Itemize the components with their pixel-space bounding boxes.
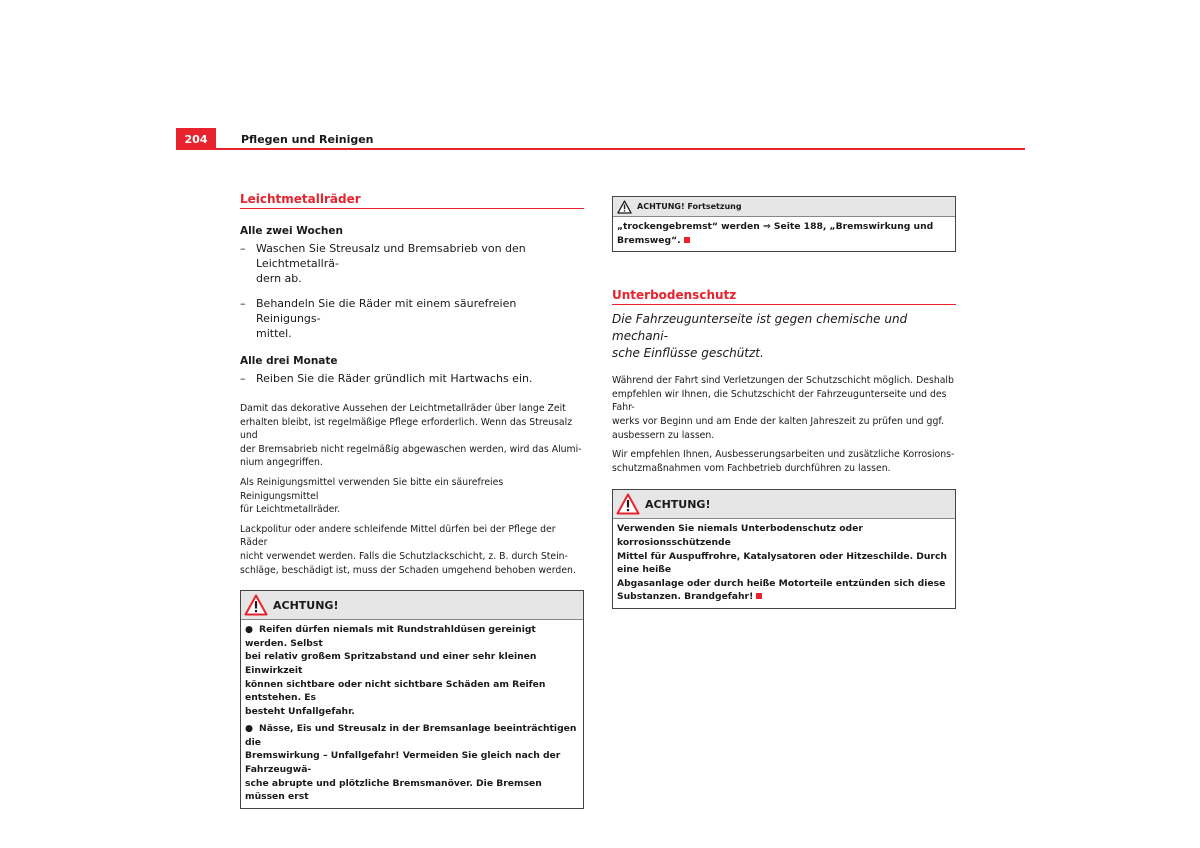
text-line: nium angegriffen. <box>240 457 323 469</box>
item-line: mittel. <box>256 327 292 340</box>
body-paragraph <box>612 448 956 475</box>
item-line: Reiben Sie die Räder gründlich mit Hartwachs ein. <box>256 372 533 385</box>
warning-bullet <box>245 623 579 718</box>
item-line: dern ab. <box>256 272 302 285</box>
text-line: schutzmaßnahmen vom Fachbetrieb durchführen zu lassen. <box>612 462 891 474</box>
page-header-title: Pflegen und Reinigen <box>241 133 374 146</box>
end-square-icon <box>756 593 762 599</box>
text-line: für Leichtmetallräder. <box>240 504 341 516</box>
text-line: werks vor Beginn und am Ende der kalten Jahreszeit zu prüfen und ggf. <box>612 415 944 427</box>
item-line: Behandeln Sie die Räder mit einem säurefreien Reinigungs- <box>256 297 517 325</box>
text-line: Als Reinigungsmittel verwenden Sie bitte ein säurefreies Reinigungsmittel <box>240 476 504 502</box>
body-paragraph <box>240 402 584 470</box>
text-line: Bremswirkung – Unfallgefahr! Vermeiden Sie gleich nach der Fahrzeugwä- <box>245 750 561 776</box>
text-line: können sichtbare oder nicht sichtbare Schäden am Reifen entstehen. Es <box>245 678 546 704</box>
dash-marker: – <box>240 242 246 255</box>
warning-body <box>241 620 583 808</box>
text-line: nicht verwendet werden. Falls die Schutzlackschicht, z. B. durch Stein- <box>240 550 568 562</box>
section-title-leichtmetallraeder: Leichtmetallräder <box>240 192 584 209</box>
warning-triangle-icon <box>244 594 268 616</box>
warning-header <box>241 591 583 620</box>
text-line: Wir empfehlen Ihnen, Ausbesserungsarbeiten und zusätzliche Korrosions- <box>612 449 955 461</box>
warning-header <box>613 490 955 519</box>
text-line: sche abrupte und plötzliche Bremsmanöver. Die Bremsen müssen erst <box>245 777 542 803</box>
bullet-marker: ● <box>245 624 254 636</box>
end-square-icon <box>684 237 690 243</box>
header-rule <box>176 148 1025 150</box>
body-paragraph <box>240 523 584 577</box>
warning-triangle-icon <box>617 200 632 214</box>
text-line: „trockengebremst“ werden ⇒ Seite 188, „Bremswirkung und <box>617 221 934 232</box>
text-line: Reifen dürfen niemals mit Rundstrahldüsen gereinigt werden. Selbst <box>245 624 536 649</box>
right-column <box>612 196 956 609</box>
text-line: schläge, beschädigt ist, muss der Schaden umgehend behoben werden. <box>240 564 576 576</box>
text-line: Lackpolitur oder andere schleifende Mittel dürfen bei der Pflege der Räder <box>240 523 556 549</box>
warning-body <box>613 519 955 608</box>
warning-text <box>617 220 951 247</box>
text-line: Abgasanlage oder durch heiße Motorteile entzünden sich diese <box>617 577 946 589</box>
heading-every-two-weeks: Alle zwei Wochen <box>240 225 344 237</box>
warning-box-continued <box>612 196 956 252</box>
text-line: Mittel für Auspuffrohre, Katalysatoren oder Hitzeschilde. Durch eine heiße <box>617 550 947 576</box>
dash-marker: – <box>240 372 246 385</box>
intro-text <box>612 311 956 362</box>
dash-marker: – <box>240 297 246 310</box>
warning-bullet <box>245 722 579 804</box>
warning-label: ACHTUNG! <box>645 497 711 511</box>
list-item <box>240 371 584 386</box>
warning-text <box>617 522 951 604</box>
text-line: Die Fahrzeugunterseite ist gegen chemische und mechani- <box>612 312 908 344</box>
text-line: Bremsweg“. <box>617 234 681 246</box>
text-line: sche Einflüsse geschützt. <box>612 346 764 361</box>
warning-label: ACHTUNG! <box>273 598 339 612</box>
text-line: Nässe, Eis und Streusalz in der Bremsanlage beeinträchtigen die <box>245 723 577 748</box>
text-line: Damit das dekorative Aussehen der Leichtmetallräder über lange Zeit <box>240 403 566 414</box>
text-line: besteht Unfallgefahr. <box>245 705 355 717</box>
warning-box <box>240 590 584 809</box>
section-title-unterbodenschutz: Unterbodenschutz <box>612 288 956 305</box>
body-paragraph <box>240 476 584 517</box>
left-column <box>240 192 584 809</box>
item-line: Waschen Sie Streusalz und Bremsabrieb von den Leichtmetallrä- <box>256 242 526 270</box>
list-item <box>240 296 584 341</box>
text-line: bei relativ großem Spritzabstand und einer sehr kleinen Einwirkzeit <box>245 651 537 676</box>
text-line: der Bremsabrieb nicht regelmäßig abgewaschen werden, wird das Alumi- <box>240 443 582 455</box>
list-item <box>240 241 584 286</box>
warning-body <box>613 217 955 251</box>
warning-header <box>613 197 955 217</box>
heading-every-three-months: Alle drei Monate <box>240 355 338 367</box>
warning-box <box>612 489 956 609</box>
page-number: 204 <box>176 128 216 149</box>
body-paragraph <box>612 374 956 442</box>
bullet-marker: ● <box>245 723 254 735</box>
text-line: empfehlen wir Ihnen, die Schutzschicht der Fahrzeugunterseite und des Fahr- <box>612 388 947 414</box>
text-line: Während der Fahrt sind Verletzungen der Schutzschicht möglich. Deshalb <box>612 375 954 387</box>
text-line: Verwenden Sie niemals Unterbodenschutz oder korrosionsschützende <box>617 523 863 548</box>
text-line: erhalten bleibt, ist regelmäßige Pflege erforderlich. Wenn das Streusalz und <box>240 416 573 442</box>
text-line: ausbessern zu lassen. <box>612 429 715 441</box>
warning-label: ACHTUNG! Fortsetzung <box>637 202 742 211</box>
warning-triangle-icon <box>616 493 640 515</box>
text-line: Substanzen. Brandgefahr! <box>617 591 754 603</box>
